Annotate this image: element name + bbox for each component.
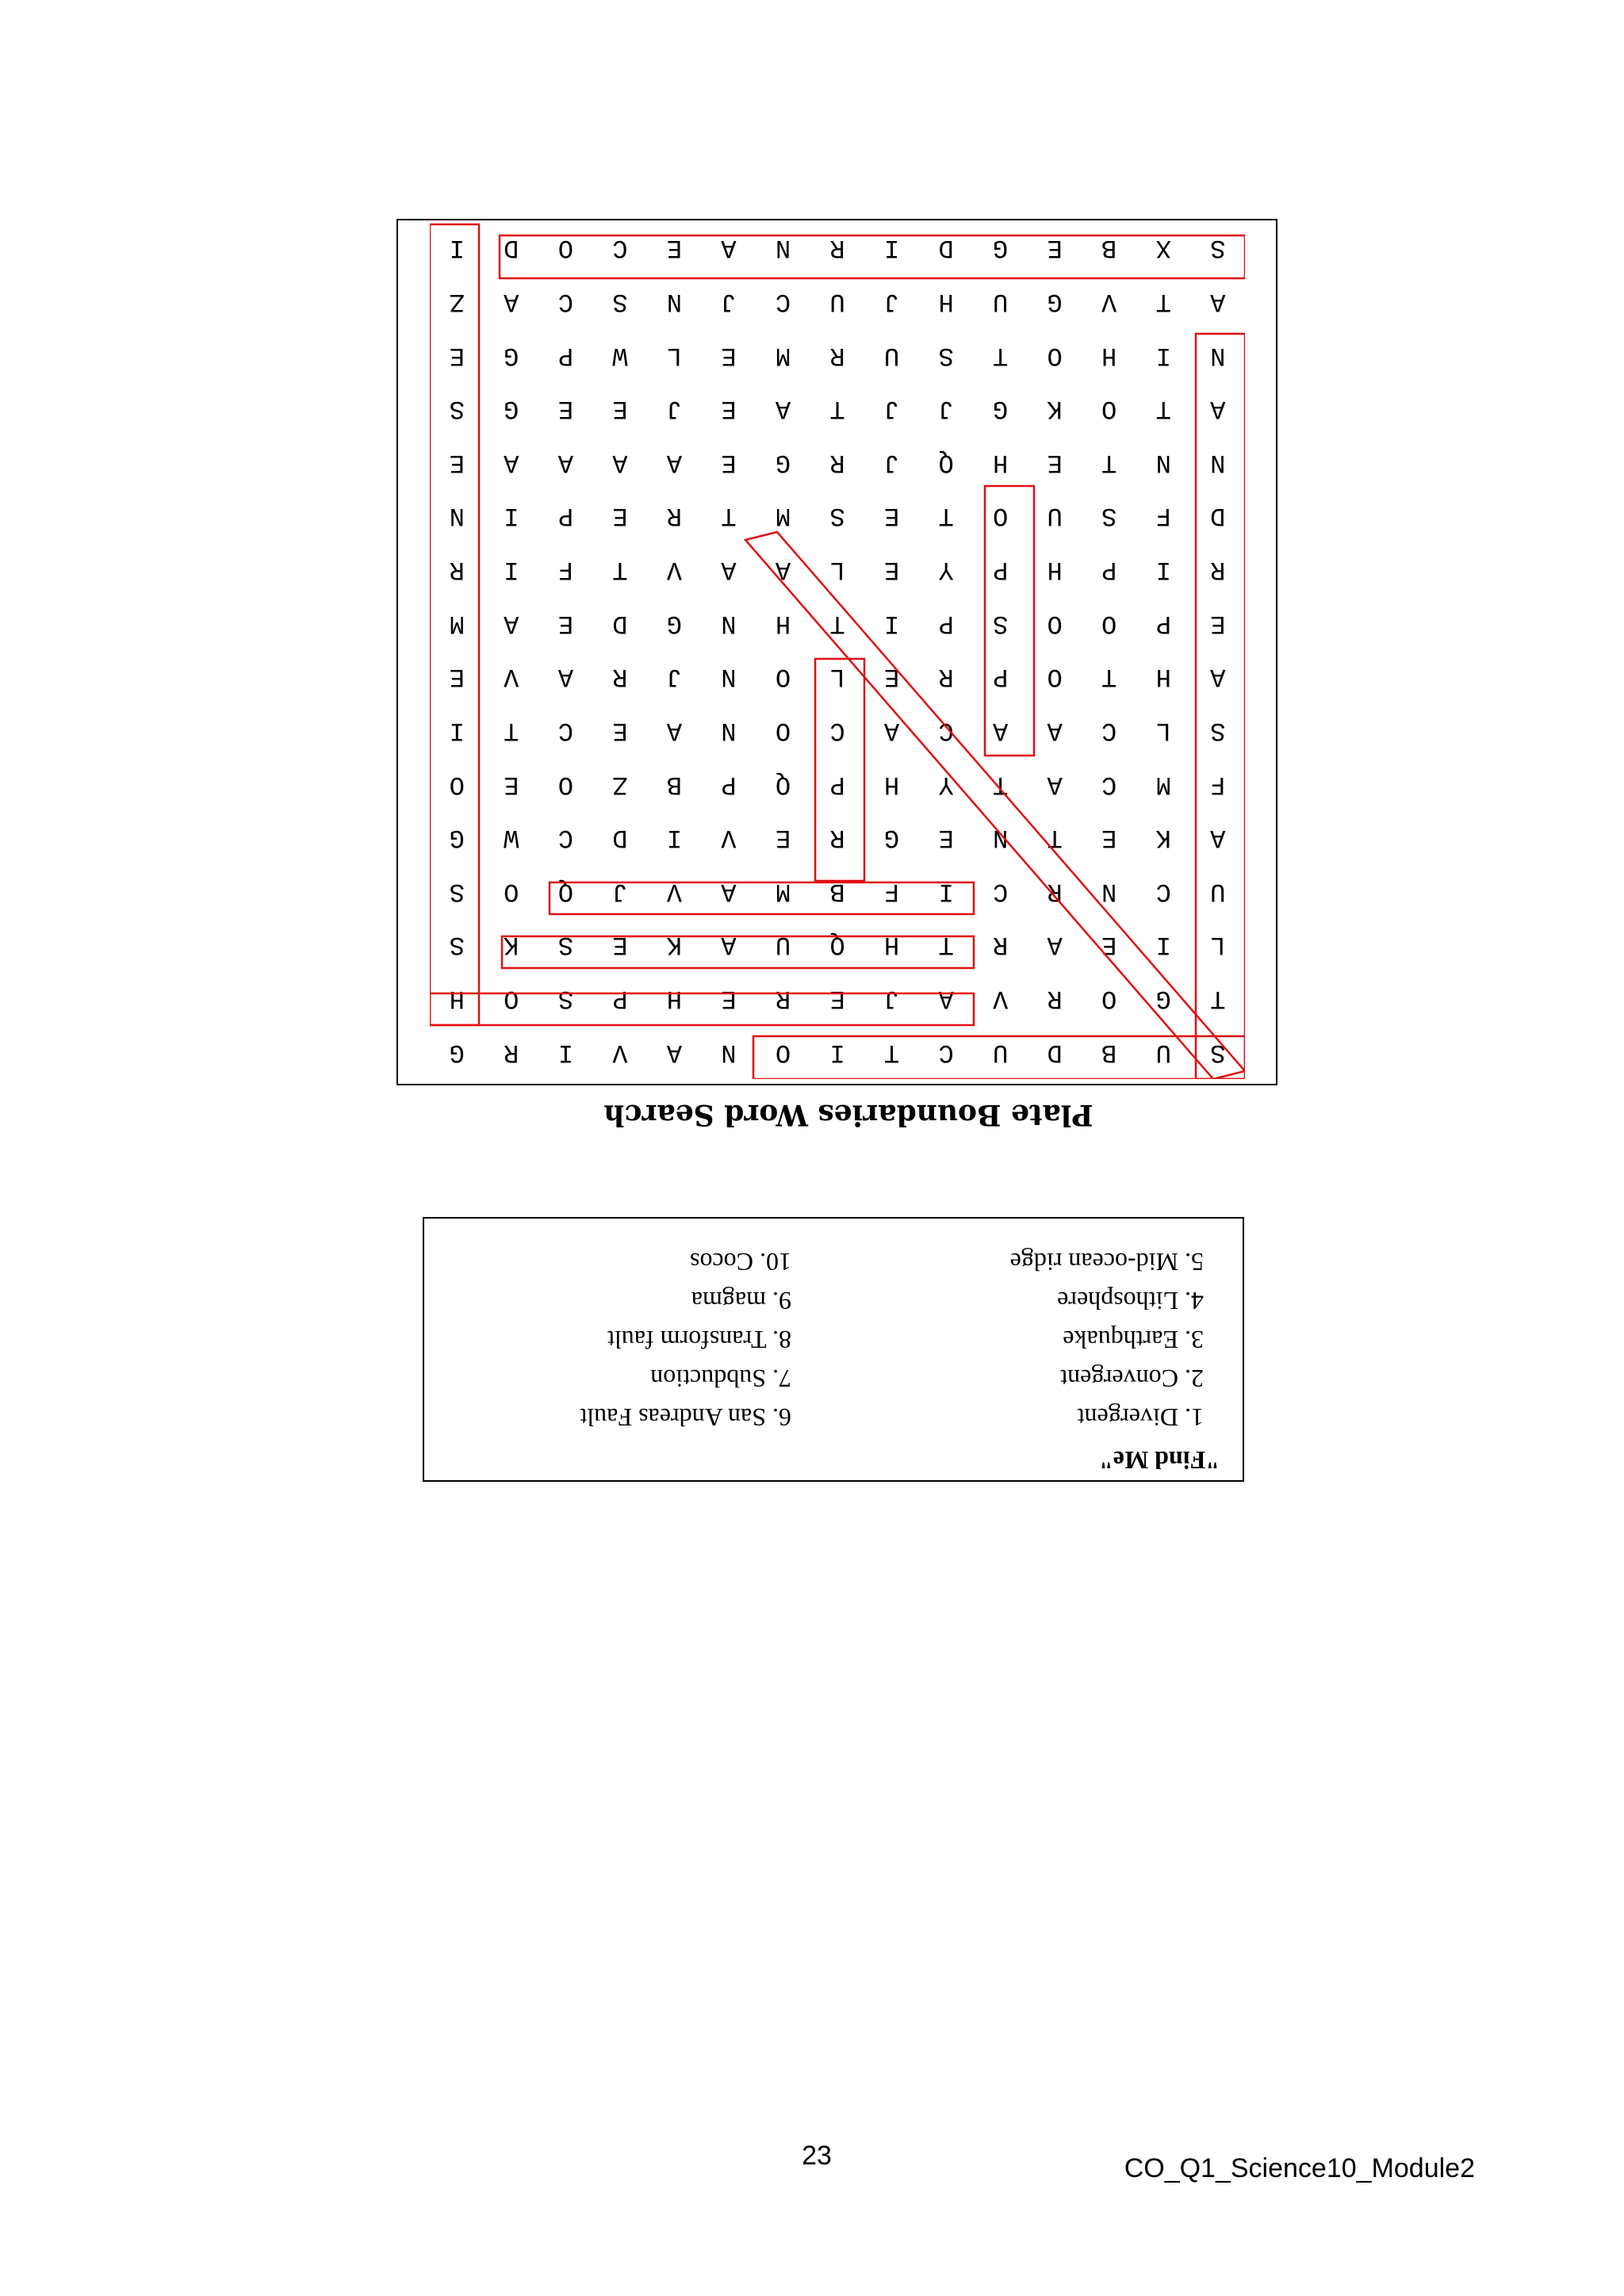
grid-letter: S: [1210, 1037, 1226, 1067]
word-grid: [430, 221, 1245, 1079]
puzzle-rotated: [430, 221, 1245, 1079]
grid-letter: N: [775, 233, 791, 263]
grid-letter: F: [883, 876, 900, 906]
grid-letter: B: [1101, 1037, 1117, 1067]
find-me-item: 4. Lithosphere: [1057, 1287, 1204, 1315]
grid-letter: R: [504, 1037, 519, 1067]
grid-letter: A: [993, 715, 1009, 745]
find-me-item: 2. Convergent: [1060, 1364, 1204, 1393]
grid-letter: X: [1155, 233, 1171, 263]
grid-letter: I: [666, 823, 683, 853]
find-me-item: 8. Transform fault: [607, 1326, 791, 1354]
grid-letter: O: [775, 662, 791, 692]
grid-letter: E: [557, 394, 573, 424]
grid-letter: B: [666, 769, 683, 799]
grid-letter: L: [1210, 930, 1226, 960]
grid-letter: F: [1210, 769, 1226, 799]
grid-letter: G: [449, 1037, 465, 1067]
grid-letter: T: [721, 501, 737, 531]
grid-letter: G: [1047, 286, 1063, 316]
grid-letter: O: [1101, 608, 1117, 638]
grid-letter: P: [1101, 555, 1117, 585]
grid-letter: O: [557, 769, 573, 799]
grid-letter: V: [993, 984, 1009, 1014]
grid-letter: T: [612, 555, 628, 585]
grid-letter: B: [829, 876, 845, 906]
grid-letter: S: [829, 501, 845, 531]
grid-letter: O: [993, 501, 1009, 531]
grid-letter: R: [829, 340, 845, 370]
grid-letter: U: [1047, 501, 1063, 531]
grid-letter: K: [504, 930, 519, 960]
grid-letter: S: [1210, 233, 1226, 263]
grid-letter: E: [829, 984, 845, 1014]
find-me-item: 1. Divergent: [1077, 1403, 1204, 1432]
grid-letter: P: [721, 769, 737, 799]
grid-letter: G: [666, 608, 683, 638]
grid-letter: W: [504, 823, 519, 853]
grid-letter: D: [938, 233, 954, 263]
grid-letter: A: [1047, 930, 1063, 960]
grid-letter: T: [504, 715, 519, 745]
grid-letter: E: [721, 394, 737, 424]
grid-letter: C: [612, 233, 628, 263]
grid-letter: E: [883, 501, 900, 531]
grid-letter: E: [612, 930, 628, 960]
grid-letter: T: [938, 930, 954, 960]
grid-letter: N: [1210, 340, 1226, 370]
grid-letter: I: [1155, 555, 1171, 585]
grid-letter: Q: [938, 447, 954, 477]
find-me-item: 10. Cocos: [690, 1248, 791, 1276]
grid-letter: K: [666, 930, 683, 960]
grid-letter: U: [993, 286, 1009, 316]
grid-letter: E: [938, 823, 954, 853]
grid-letter: A: [1047, 769, 1063, 799]
grid-letter: R: [666, 501, 683, 531]
grid-letter: T: [1155, 286, 1171, 316]
grid-letter: T: [993, 340, 1009, 370]
grid-letter: Z: [612, 769, 628, 799]
grid-letter: M: [1155, 769, 1171, 799]
grid-letter: R: [775, 984, 791, 1014]
grid-letter: A: [666, 1037, 683, 1067]
grid-letter: M: [775, 340, 791, 370]
grid-letter: C: [829, 715, 845, 745]
grid-letter: H: [883, 769, 900, 799]
grid-letter: L: [829, 555, 845, 585]
grid-letter: T: [1101, 662, 1117, 692]
grid-letter: E: [504, 769, 519, 799]
grid-letter: I: [938, 876, 954, 906]
grid-letter: N: [721, 608, 737, 638]
grid-letter: U: [883, 340, 900, 370]
grid-letter: L: [666, 340, 683, 370]
grid-letter: O: [557, 233, 573, 263]
grid-letter: T: [938, 501, 954, 531]
grid-letter: R: [449, 555, 465, 585]
grid-letter: T: [1155, 394, 1171, 424]
title-rotated: [476, 1094, 1221, 1135]
grid-letter: L: [829, 662, 845, 692]
grid-letter: U: [829, 286, 845, 316]
grid-letter: E: [666, 233, 683, 263]
grid-letter: D: [1047, 1037, 1063, 1067]
grid-letter: E: [1210, 608, 1226, 638]
grid-letter: E: [557, 608, 573, 638]
grid-letter: V: [1101, 286, 1117, 316]
grid-letter: R: [993, 930, 1009, 960]
grid-letter: T: [1047, 823, 1063, 853]
grid-letter: H: [666, 984, 683, 1014]
grid-letter: C: [557, 823, 573, 853]
grid-letter: H: [938, 286, 954, 316]
grid-letter: T: [1210, 984, 1226, 1014]
find-me-heading: "Find Me": [1099, 1446, 1220, 1475]
page-number: 23: [802, 2141, 832, 2171]
grid-letter: O: [775, 1037, 791, 1067]
grid-letter: C: [1101, 715, 1117, 745]
puzzle-title: Plate Boundaries Word Search: [603, 1098, 1094, 1131]
grid-letter: Z: [449, 286, 465, 316]
grid-letter: R: [829, 823, 845, 853]
grid-letter: N: [721, 662, 737, 692]
grid-letter: R: [1047, 876, 1063, 906]
grid-letter: P: [993, 662, 1009, 692]
grid-letter: A: [1210, 394, 1226, 424]
grid-letter: V: [721, 823, 737, 853]
grid-letter: H: [449, 984, 465, 1014]
grid-letter: A: [938, 984, 954, 1014]
grid-letter: A: [557, 447, 573, 477]
grid-letter: D: [504, 233, 519, 263]
grid-letter: P: [938, 608, 954, 638]
grid-letter: O: [504, 876, 519, 906]
grid-letter: J: [883, 394, 900, 424]
grid-letter: G: [504, 340, 519, 370]
grid-letter: E: [721, 447, 737, 477]
grid-letter: N: [721, 715, 737, 745]
grid-letter: O: [504, 984, 519, 1014]
grid-letter: C: [1155, 876, 1171, 906]
grid-letter: A: [721, 876, 737, 906]
grid-letter: S: [612, 286, 628, 316]
grid-letter: C: [938, 715, 954, 745]
grid-letter: P: [1155, 608, 1171, 638]
grid-letter: S: [1210, 715, 1226, 745]
grid-letter: D: [1210, 501, 1226, 531]
grid-letter: M: [775, 876, 791, 906]
grid-letter: E: [883, 662, 900, 692]
grid-letter: E: [721, 984, 737, 1014]
grid-letter: P: [612, 984, 628, 1014]
grid-letter: G: [993, 394, 1009, 424]
grid-letter: A: [1210, 823, 1226, 853]
grid-letter: O: [775, 715, 791, 745]
grid-letter: J: [938, 394, 954, 424]
grid-letter: C: [557, 286, 573, 316]
grid-letter: A: [504, 286, 519, 316]
grid-letter: C: [1101, 769, 1117, 799]
module-code: CO_Q1_Science10_Module2: [1124, 2153, 1475, 2183]
grid-letter: A: [883, 715, 900, 745]
grid-letter: E: [1047, 447, 1063, 477]
grid-letter: R: [1210, 555, 1226, 585]
grid-letter: E: [612, 501, 628, 531]
grid-letter: H: [993, 447, 1009, 477]
grid-letter: A: [504, 447, 519, 477]
grid-letter: H: [775, 608, 791, 638]
grid-letter: T: [883, 1037, 900, 1067]
grid-letter: A: [1210, 286, 1226, 316]
grid-letter: P: [993, 555, 1009, 585]
grid-letter: M: [775, 501, 791, 531]
grid-letter: T: [993, 769, 1009, 799]
grid-letter: N: [721, 1037, 737, 1067]
find-me-column-2: [580, 1242, 791, 1437]
grid-letter: O: [1047, 608, 1063, 638]
grid-letter: I: [449, 233, 465, 263]
grid-letter: S: [557, 984, 573, 1014]
grid-letter: V: [666, 876, 683, 906]
grid-letter: R: [938, 662, 954, 692]
grid-letter: T: [829, 394, 845, 424]
grid-letter: A: [775, 394, 791, 424]
grid-letter: A: [504, 608, 519, 638]
grid-letter: O: [449, 769, 465, 799]
grid-letter: G: [1155, 984, 1171, 1014]
grid-letter: P: [557, 501, 573, 531]
find-me-item: 3. Earthquake: [1063, 1326, 1204, 1354]
grid-letter: C: [557, 715, 573, 745]
grid-letter: B: [1101, 233, 1117, 263]
grid-letter: G: [504, 394, 519, 424]
grid-letter: J: [883, 447, 900, 477]
grid-letter: H: [883, 930, 900, 960]
grid-letter: I: [883, 608, 900, 638]
grid-letter: P: [829, 769, 845, 799]
grid-letter: U: [775, 930, 791, 960]
grid-letter: I: [557, 1037, 573, 1067]
grid-letter: N: [449, 501, 465, 531]
grid-letter: S: [993, 608, 1009, 638]
grid-letter: N: [1210, 447, 1226, 477]
grid-letter: U: [1155, 1037, 1171, 1067]
grid-letter: C: [775, 286, 791, 316]
grid-letter: R: [829, 233, 845, 263]
grid-letter: A: [721, 555, 737, 585]
grid-letter: K: [1047, 394, 1063, 424]
grid-letter: E: [721, 340, 737, 370]
grid-letter: J: [883, 286, 900, 316]
grid-letter: A: [721, 930, 737, 960]
grid-letter: D: [612, 608, 628, 638]
grid-letter: S: [449, 930, 465, 960]
grid-letter: S: [1101, 501, 1117, 531]
grid-letter: O: [1047, 340, 1063, 370]
grid-letter: C: [993, 876, 1009, 906]
grid-letter: A: [666, 447, 683, 477]
grid-letter: R: [1047, 984, 1063, 1014]
grid-letter: R: [612, 662, 628, 692]
grid-letter: I: [883, 233, 900, 263]
grid-letter: K: [1155, 823, 1171, 853]
grid-letter: J: [666, 662, 683, 692]
grid-letter: T: [1101, 447, 1117, 477]
grid-letter: I: [449, 715, 465, 745]
find-me-column-1: [1010, 1242, 1204, 1437]
grid-letter: A: [1210, 662, 1226, 692]
grid-letter: A: [557, 662, 573, 692]
grid-letter: E: [449, 447, 465, 477]
grid-letter: G: [883, 823, 900, 853]
grid-letter: S: [449, 876, 465, 906]
grid-letter: E: [449, 662, 465, 692]
grid-letter: L: [1155, 715, 1171, 745]
grid-letter: O: [1101, 394, 1117, 424]
grid-letter: I: [504, 555, 519, 585]
grid-letter: J: [666, 394, 683, 424]
find-me-item: 7. Subduction: [650, 1364, 791, 1393]
grid-letter: V: [666, 555, 683, 585]
grid-letter: A: [666, 715, 683, 745]
grid-letter: V: [504, 662, 519, 692]
find-me-item: 9. magma: [691, 1287, 791, 1315]
grid-letter: V: [612, 1037, 628, 1067]
grid-letter: D: [612, 823, 628, 853]
grid-letter: U: [993, 1037, 1009, 1067]
grid-letter: H: [1155, 662, 1171, 692]
grid-letter: H: [1101, 340, 1117, 370]
find-me-item: 6. San Andreas Fault: [580, 1403, 791, 1432]
grid-letter: A: [1047, 715, 1063, 745]
grid-letter: P: [557, 340, 573, 370]
grid-letter: O: [1047, 662, 1063, 692]
grid-letter: Q: [557, 876, 573, 906]
grid-letter: F: [1155, 501, 1171, 531]
grid-letter: J: [612, 876, 628, 906]
grid-letter: N: [1101, 876, 1117, 906]
grid-letter: N: [1155, 447, 1171, 477]
grid-letter: G: [449, 823, 465, 853]
grid-letter: I: [504, 501, 519, 531]
grid-letter: W: [612, 340, 628, 370]
grid-letter: I: [1155, 930, 1171, 960]
grid-letter: C: [938, 1037, 954, 1067]
grid-letter: S: [557, 930, 573, 960]
grid-letter: E: [775, 823, 791, 853]
grid-letter: H: [1047, 555, 1063, 585]
grid-letter: T: [829, 608, 845, 638]
grid-letter: A: [612, 447, 628, 477]
grid-letter: N: [666, 286, 683, 316]
grid-letter: S: [938, 340, 954, 370]
grid-letter: M: [449, 608, 465, 638]
grid-letter: J: [721, 286, 737, 316]
find-me-rotated: [450, 1225, 1220, 1475]
grid-letter: Q: [775, 769, 791, 799]
grid-letter: E: [612, 715, 628, 745]
grid-letter: E: [449, 340, 465, 370]
grid-letter: G: [993, 233, 1009, 263]
grid-letter: S: [449, 394, 465, 424]
grid-letter: I: [1155, 340, 1171, 370]
grid-letter: A: [775, 555, 791, 585]
grid-letter: G: [775, 447, 791, 477]
grid-letter: N: [993, 823, 1009, 853]
grid-letter: F: [557, 555, 573, 585]
grid-letter: R: [829, 447, 845, 477]
grid-letter: Q: [829, 930, 845, 960]
grid-letter: I: [829, 1037, 845, 1067]
find-me-item: 5. Mid-ocean ridge: [1009, 1248, 1204, 1276]
grid-letter: E: [1101, 823, 1117, 853]
grid-letter: Y: [938, 769, 954, 799]
grid-letter: E: [1101, 930, 1117, 960]
grid-letter: O: [1101, 984, 1117, 1014]
grid-letter: A: [721, 233, 737, 263]
grid-letter: E: [883, 555, 900, 585]
grid-letter: E: [1047, 233, 1063, 263]
grid-letter: U: [1210, 876, 1226, 906]
grid-letter: Y: [938, 555, 954, 585]
grid-letter: E: [612, 394, 628, 424]
grid-letter: J: [883, 984, 900, 1014]
